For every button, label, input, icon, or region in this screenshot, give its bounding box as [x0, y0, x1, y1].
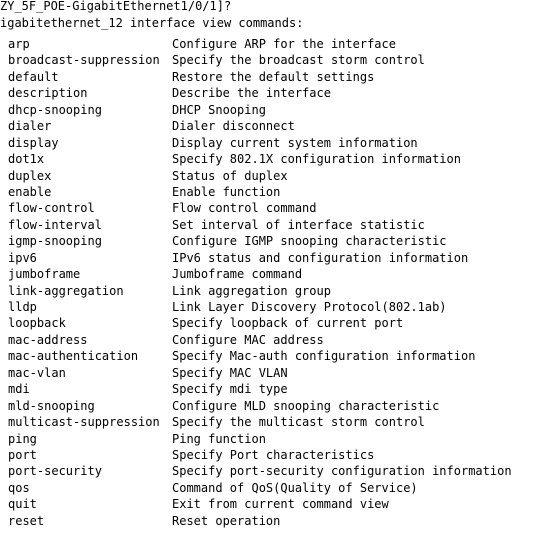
- command-row: [0, 250, 534, 266]
- command-description: Display current system information: [172, 135, 418, 150]
- command-row: [0, 283, 534, 299]
- command-row: [0, 463, 534, 479]
- command-row: [0, 299, 534, 315]
- command-name: quit: [8, 497, 37, 512]
- command-row: [0, 414, 534, 430]
- command-row: [0, 447, 534, 463]
- command-name: qos: [8, 480, 30, 495]
- command-row: [0, 348, 534, 364]
- command-list: [0, 36, 534, 529]
- command-name: display: [8, 135, 59, 150]
- command-name: mld-snooping: [8, 398, 95, 413]
- command-name: flow-control: [8, 201, 95, 216]
- command-name: lldp: [8, 300, 37, 314]
- command-description: Specify the broadcast storm control: [172, 53, 425, 68]
- command-row: [0, 381, 534, 397]
- command-row: [0, 151, 534, 167]
- command-row: [0, 480, 534, 496]
- command-description: DHCP Snooping: [172, 102, 266, 117]
- command-name: mac-vlan: [8, 365, 66, 380]
- command-row: [0, 200, 534, 216]
- command-description: Set interval of interface statistic: [172, 217, 425, 232]
- command-description: Command of QoS(Quality of Service): [172, 480, 418, 495]
- command-row: [0, 513, 534, 529]
- command-name: description: [8, 86, 88, 101]
- command-name: dot1x: [8, 152, 45, 167]
- command-description: Specify MAC VLAN: [172, 365, 288, 380]
- command-description: Dialer disconnect: [172, 119, 295, 134]
- command-row: [0, 365, 534, 381]
- command-row: [0, 496, 534, 512]
- command-name: enable: [8, 184, 52, 199]
- command-row: [0, 85, 534, 101]
- command-row: [0, 36, 534, 52]
- command-description: Specify port-security configuration information: [172, 464, 512, 479]
- command-name: reset: [8, 513, 45, 528]
- command-description: Link aggregation group: [172, 283, 331, 298]
- command-name: mac-address: [8, 332, 88, 347]
- command-name: arp: [8, 37, 30, 51]
- command-row: [0, 266, 534, 282]
- command-row: [0, 135, 534, 151]
- command-name: loopback: [8, 316, 66, 331]
- command-description: Link Layer Discovery Protocol(802.1ab): [172, 300, 447, 314]
- command-row: [0, 118, 534, 134]
- command-description: Specify 802.1X configuration information: [172, 152, 461, 167]
- command-description: Specify mdi type: [172, 382, 288, 397]
- command-description: Jumboframe command: [172, 267, 303, 282]
- command-description: Configure IGMP snooping characteristic: [172, 234, 447, 249]
- help-header-line: igabitethernet_12 interface view commands:: [0, 16, 304, 30]
- command-row: [0, 69, 534, 85]
- command-row: [0, 431, 534, 447]
- command-description: Flow control command: [172, 201, 317, 216]
- command-row: [0, 315, 534, 331]
- command-description: Ping function: [172, 431, 266, 446]
- command-description: Specify Mac-auth configuration information: [172, 349, 476, 364]
- command-row: [0, 332, 534, 348]
- command-name: multicast-suppression: [8, 415, 160, 430]
- command-name: dialer: [8, 119, 52, 134]
- command-row: [0, 217, 534, 233]
- command-name: dhcp-snooping: [8, 102, 102, 117]
- command-name: duplex: [8, 168, 52, 183]
- command-description: Restore the default settings: [172, 69, 375, 84]
- command-description: Reset operation: [172, 513, 281, 528]
- command-description: Configure MAC address: [172, 332, 324, 347]
- command-name: flow-interval: [8, 217, 102, 232]
- command-description: Configure MLD snooping characteristic: [172, 398, 440, 413]
- command-description: Configure ARP for the interface: [172, 37, 396, 51]
- command-description: Enable function: [172, 184, 281, 199]
- command-name: port-security: [8, 464, 102, 479]
- command-name: link-aggregation: [8, 283, 124, 298]
- command-name: port: [8, 447, 37, 462]
- command-name: default: [8, 69, 59, 84]
- command-name: broadcast-suppression: [8, 53, 160, 68]
- command-row: [0, 52, 534, 68]
- command-name: jumboframe: [8, 267, 81, 282]
- command-name: mac-authentication: [8, 349, 139, 364]
- command-name: mdi: [8, 382, 30, 397]
- command-description: Specify Port characteristics: [172, 447, 375, 462]
- command-row: [0, 102, 534, 118]
- command-name: ipv6: [8, 250, 37, 265]
- command-description: Describe the interface: [172, 86, 331, 101]
- command-row: [0, 184, 534, 200]
- command-description: Specify loopback of current port: [172, 316, 404, 331]
- command-prompt-line: ZY_5F_POE-GigabitEthernet1/0/1]?: [0, 0, 232, 13]
- command-name: ping: [8, 431, 37, 446]
- command-description: IPv6 status and configuration information: [172, 250, 469, 265]
- command-row: [0, 233, 534, 249]
- command-row: [0, 398, 534, 414]
- command-row: [0, 168, 534, 184]
- command-description: Specify the multicast storm control: [172, 415, 425, 430]
- command-description: Status of duplex: [172, 168, 288, 183]
- command-description: Exit from current command view: [172, 497, 389, 512]
- command-name: igmp-snooping: [8, 234, 102, 249]
